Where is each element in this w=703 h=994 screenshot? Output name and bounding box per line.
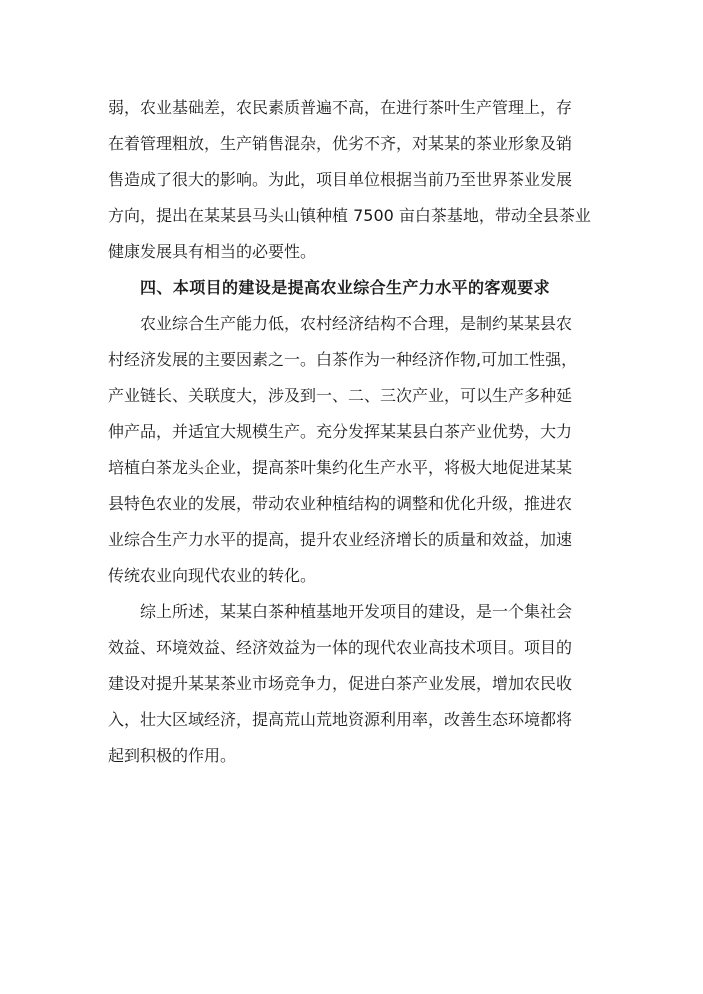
text-line: 培植白茶龙头企业，提高茶叶集约化生产水平，将极大地促进某某: [108, 458, 573, 477]
text-line: 售造成了很大的影响。为此，项目单位根据当前乃至世界茶业发展: [108, 170, 573, 189]
text-line: 方向，提出在某某县马头山镇种植 7500 亩白茶基地，带动全县茶业: [108, 206, 591, 225]
text-line: 弱，农业基础差，农民素质普遍不高，在进行茶叶生产管理上，存: [108, 98, 573, 117]
paragraph-summary: [108, 594, 596, 774]
document-body: [108, 90, 596, 774]
text-line: 县特色农业的发展，带动农业种植结构的调整和优化升级，推进农: [108, 494, 573, 513]
section-heading-4: 四、本项目的建设是提高农业综合生产力水平的客观要求: [140, 278, 551, 297]
text-line: 健康发展具有相当的必要性。: [108, 242, 317, 261]
text-line: 村经济发展的主要因素之一。白茶作为一种经济作物,可加工性强，: [108, 350, 578, 369]
text-line: 传统农业向现代农业的转化。: [108, 566, 317, 585]
text-line: 效益、环境效益、经济效益为一体的现代农业高技术项目。项目的: [108, 638, 573, 657]
text-line: 伸产品，并适宜大规模生产。充分发挥某某县白茶产业优势，大力: [108, 422, 573, 441]
text-line: 起到积极的作用。: [108, 746, 237, 765]
paragraph-agricultural-capacity: [108, 306, 596, 594]
text-line: 入，壮大区域经济，提高荒山荒地资源利用率，改善生态环境都将: [108, 710, 573, 729]
paragraph-intro-continuation: [108, 90, 596, 270]
text-line: 建设对提升某某茶业市场竞争力，促进白茶产业发展，增加农民收: [108, 674, 573, 693]
text-line: 农业综合生产能力低，农村经济结构不合理，是制约某某县农: [140, 314, 573, 333]
text-line: 业综合生产力水平的提高，提升农业经济增长的质量和效益，加速: [108, 530, 573, 549]
text-line: 综上所述，某某白茶种植基地开发项目的建设，是一个集社会: [140, 602, 573, 621]
text-line: 在着管理粗放，生产销售混杂，优劣不齐，对某某的茶业形象及销: [108, 134, 573, 153]
text-line: 产业链长、关联度大，涉及到一、二、三次产业，可以生产多种延: [108, 386, 573, 405]
